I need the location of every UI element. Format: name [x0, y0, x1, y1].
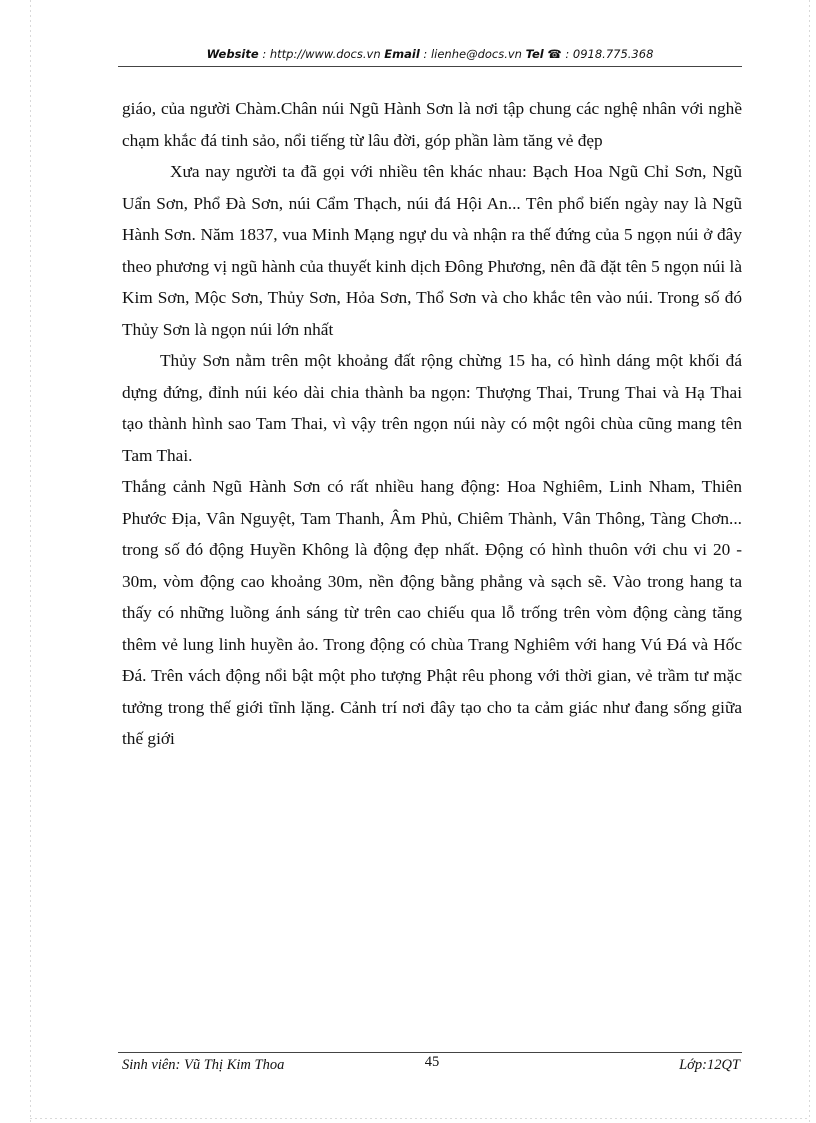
paragraph-3: Thủy Sơn nằm trên một khoảng đất rộng chừng 15 ha, có hình dáng một khối đá dựng đứng, đỉnh núi kéo dài chia thành ba ngọn: Thượng Thai, Trung Thai và Hạ Thai tạo thành hình sao Tam Thai, vì vậy trên ngọn núi này có một ngôi chùa cũng mang tên Tam Thai.: [122, 351, 742, 465]
paragraph-1: giáo, của người Chàm.Chân núi Ngũ Hành Sơn là nơi tập chung các nghệ nhân với nghề chạm khắc đá tinh sảo, nổi tiếng từ lâu đời, góp phần làm tăng vẻ đẹp: [122, 99, 742, 150]
page-header: [118, 47, 742, 61]
tel-value: : 0918.775.368: [561, 47, 654, 61]
website-label: Website: [206, 47, 259, 61]
page-edge-left: [30, 0, 31, 1123]
footer-class: Lớp:12QT: [679, 1057, 740, 1073]
paragraph-2: Xưa nay người ta đã gọi với nhiều tên khác nhau: Bạch Hoa Ngũ Chỉ Sơn, Ngũ Uẩn Sơn, Phổ Đà Sơn, núi Cẩm Thạch, núi đá Hội An... Tên phổ biến ngày nay là Ngũ Hành Sơn. Năm 1837, vua Minh Mạng ngự du và nhận ra thế đứng của 5 ngọn núi ở đây theo phương vị ngũ hành của thuyết kinh dịch Đông Phương, nên đã đặt tên 5 ngọn núi là Kim Sơn, Mộc Sơn, Thủy Sơn, Hỏa Sơn, Thổ Sơn và cho khắc tên vào núi. Trong số đó Thủy Sơn là ngọn núi lớn nhất: [122, 162, 742, 339]
page-edge-right: [809, 0, 810, 1123]
document-body: [122, 93, 742, 755]
tel-label: Tel: [525, 47, 544, 61]
page-edge-bottom: [30, 1118, 810, 1119]
phone-icon: ☎: [547, 47, 562, 61]
header-rule: [118, 66, 742, 67]
email-label: Email: [384, 47, 420, 61]
footer-rule: [118, 1052, 742, 1053]
footer-student: Sinh viên: Vũ Thị Kim Thoa: [122, 1057, 285, 1073]
paragraph-4: Thắng cảnh Ngũ Hành Sơn có rất nhiều hang động: Hoa Nghiêm, Linh Nham, Thiên Phước Địa, Vân Nguyệt, Tam Thanh, Âm Phủ, Chiêm Thành, Vân Thông, Tàng Chơn... trong số đó động Huyền Không là động đẹp nhất. Động có hình thuôn với chu vi 20 - 30m, vòm động cao khoảng 30m, nền động bằng phẳng và sạch sẽ. Vào trong hang ta thấy có những luồng ánh sáng từ trên cao chiếu qua lỗ trống trên vòm động càng tăng thêm vẻ lung linh huyền ảo. Trong động có chùa Trang Nghiêm với hang Vú Đá và Hốc Đá. Trên vách động nổi bật một pho tượng Phật rêu phong với thời gian, vẻ trầm tư mặc tưởng trong thế giới tĩnh lặng. Cảnh trí nơi đây tạo cho ta cảm giác như đang sống giữa thế giới: [122, 477, 742, 748]
email-value: : lienhe@docs.vn: [419, 47, 526, 61]
page-number: 45: [424, 1054, 440, 1070]
website-value: : http://www.docs.vn: [258, 47, 385, 61]
